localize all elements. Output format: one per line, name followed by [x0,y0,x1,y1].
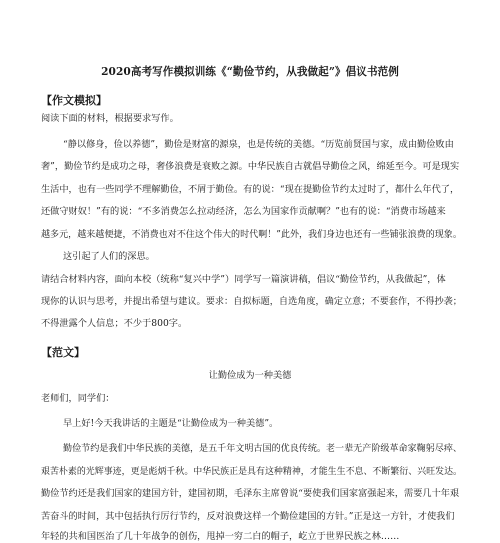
prompt-line: 奢”，勤俭节约是成功之母，奢侈浪费是衰败之源。中华民族自古就倡导勤俭之风，绵延至今。可是现实 [41,161,460,172]
sample-line: 苦奋斗的时间，其中包括执行厉行节约，反对浪费这样一个勤俭建国的方针。”正是这一方针，才使我们 [41,511,455,522]
prompt-line: 不得泄露个人信息；不少于800字。 [41,318,188,329]
prompt-line: 请结合材料内容，面向本校（统称“复兴中学”）同学写一篇演讲稿，倡议“勤俭节约，从我做起”，体 [41,274,446,285]
sample-essay-title: 让勤俭成为一种美德 [208,370,292,381]
sample-line: 年轻的共和国医治了几十年战争的创伤，甩掉一穷二白的帽子，屹立于世界民族之林…… [41,531,400,542]
section-heading-sample: 【范文】 [41,346,85,359]
prompt-line: “静以修身，俭以养德”，勤俭是财富的源泉，也是传统的美德。“历览前贤国与家，成由勤俭败由 [63,139,454,150]
sample-line: 早上好!今天我讲话的主题是“让勤俭成为一种美德”。 [63,418,279,429]
sample-line: 勤俭节约还是我们国家的建国方针，建国初期，毛泽东主席曾说“要使我们国家富强起来，需要几十年艰 [41,488,460,499]
prompt-line: 阅读下面的材料，根据要求写作。 [41,113,179,124]
sample-line: 老师们，同学们： [41,393,115,404]
sample-line: 勤俭节约是我们中华民族的美德，是五千年文明古国的优良传统。老一辈无产阶级革命家鞠躬尽瘁、 [63,443,462,454]
prompt-line: 现你的认识与思考，并提出希望与建议。要求：自拟标题，自选角度，确定立意；不要套作，不得抄袭； [41,296,462,307]
prompt-line: 还做守财奴！”有的说：“不多消费怎么拉动经济，怎么为国家作贡献啊？”也有的说：“消费市场越来 [41,206,446,217]
prompt-line: 越多元，越来越便捷，不消费也对不住这个伟大的时代啊！”此外，我们身边也还有一些铺张浪费的现象。 [41,229,462,240]
prompt-line: 生活中，也有一些同学不理解勤俭，不屑于勤俭。有的说：“现在提勤俭节约太过时了，都什么年代了， [41,184,460,195]
section-heading-prompt: 【作文模拟】 [41,94,107,107]
document-title: 2020高考写作模拟训练《“勤俭节约，从我做起”》倡议书范例 [101,65,399,78]
sample-line: 艰苦朴素的光辉事迹，更是彪炳千秋。中华民族正是具有这种精神，才能生生不息、不断繁衍、兴旺发达。 [41,466,463,477]
prompt-line: 这引起了人们的深思。 [63,251,155,262]
